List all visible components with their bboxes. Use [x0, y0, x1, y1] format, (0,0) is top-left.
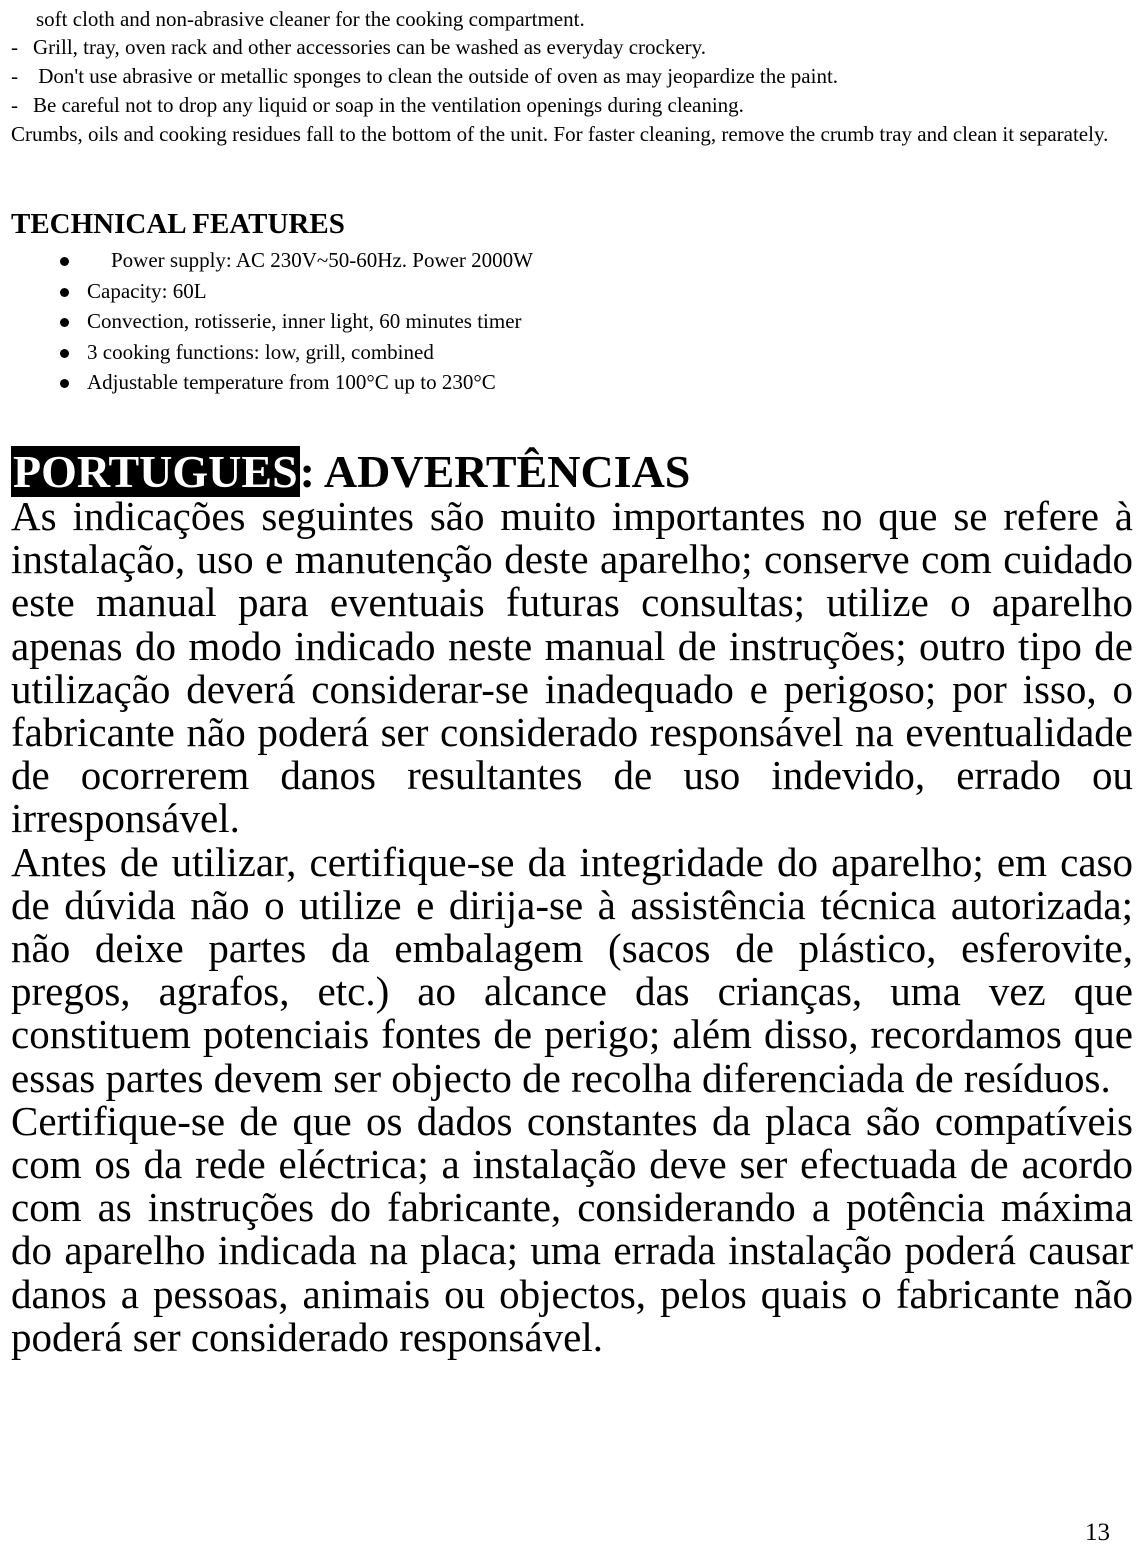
warning-paragraph: Antes de utilizar, certifique-se da integridade do aparelho; em caso de dúvida não o utilize e dirija-se à assistência técnica autorizada; não deixe partes da embalagem (sacos de plástico, esferovite, pregos, agrafos, etc.) ao alcance das crianças, uma vez que constituem potenciais fontes de perigo; além disso, recordamos que essas partes devem ser objecto de recolha diferenciada de resíduos. — [11, 838, 1133, 1101]
dash-marker: - — [11, 93, 18, 117]
feature-text: 3 cooking functions: low, grill, combined — [87, 339, 434, 364]
feature-text: Capacity: 60L — [87, 278, 207, 303]
portuguese-warnings-heading — [11, 446, 690, 498]
bullet-icon — [60, 379, 69, 388]
crumbs-paragraph: Crumbs, oils and cooking residues fall to the bottom of the unit. For faster cleaning, remove the crumb tray and clean it separately. — [11, 122, 1109, 146]
bullet-icon — [60, 349, 69, 358]
technical-features-heading: TECHNICAL FEATURES — [11, 208, 345, 240]
cleaning-item-text: Grill, tray, oven rack and other accessories can be washed as everyday crockery. — [33, 35, 707, 59]
cleaning-item-text: Don't use abrasive or metallic sponges to clean the outside of oven as may jeopardize the paint. — [38, 64, 839, 88]
dash-marker: - — [11, 35, 18, 59]
feature-item — [0, 337, 533, 368]
bullet-icon — [60, 318, 69, 327]
feature-text: Adjustable temperature from 100°C up to 230°C — [87, 370, 496, 394]
cleaning-continuation-line: soft cloth and non-abrasive cleaner for the cooking compartment. — [36, 7, 585, 31]
page-number: 13 — [1085, 1519, 1110, 1546]
technical-features-list — [0, 245, 533, 398]
cleaning-list — [11, 33, 838, 120]
warning-paragraph: As indicações seguintes são muito importantes no que se refere à instalação, uso e manutenção deste aparelho; conserve com cuidado este manual para eventuais futuras consultas; utilize o aparelho apenas do modo indicado neste manual de instruções; outro tipo de utilização deverá considerar-se inadequado e perigoso; por isso, o fabricante não poderá ser considerado responsável na eventualidade de ocorrerem danos resultantes de uso indevido, errado ou irresponsável. — [11, 493, 1133, 842]
feature-item — [0, 306, 533, 337]
warnings-title: : ADVERTÊNCIAS — [299, 446, 691, 497]
warning-paragraph: Certifique-se de que os dados constantes da placa são compatíveis com os da rede eléctrica; a instalação deve ser efectuada de acordo com as instruções do fabricante, considerando a potência máxima do aparelho indicada na placa; uma errada instalação poderá causar danos a pessoas, animais ou objectos, pelos quais o fabricante não poderá ser considerado responsável. — [11, 1097, 1133, 1360]
feature-item — [0, 276, 533, 307]
bullet-icon — [60, 288, 69, 297]
cleaning-list-item — [11, 91, 838, 120]
feature-item — [0, 367, 533, 398]
dash-marker: - — [11, 64, 18, 88]
portuguese-warnings-body — [11, 495, 1133, 1359]
cleaning-list-item — [11, 33, 838, 62]
cleaning-item-text: Be careful not to drop any liquid or soap in the ventilation openings during cleaning. — [33, 93, 744, 117]
feature-text: Power supply: AC 230V~50-60Hz. Power 2000W — [111, 248, 533, 272]
language-label: PORTUGUES — [13, 446, 298, 497]
bullet-icon — [60, 257, 69, 266]
feature-item — [0, 245, 533, 276]
cleaning-list-item — [11, 62, 838, 91]
feature-text: Convection, rotisserie, inner light, 60 minutes timer — [87, 309, 522, 333]
